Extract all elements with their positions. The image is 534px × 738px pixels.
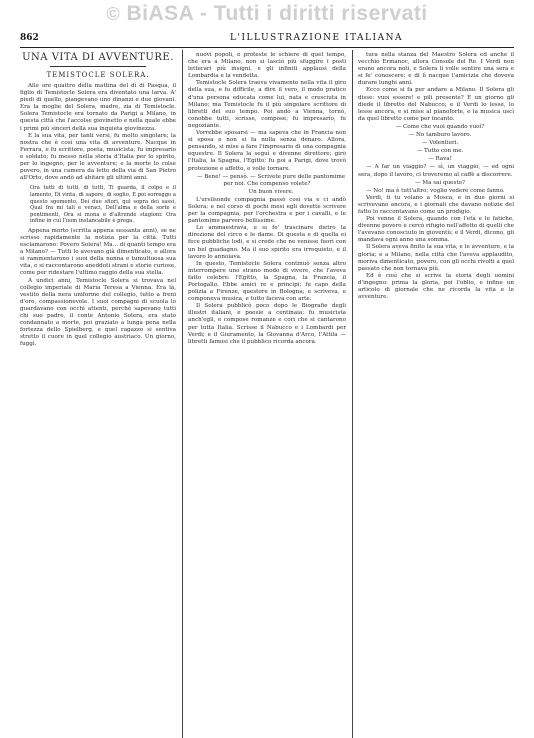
verse-block — [30, 185, 176, 225]
paragraph: A undici anni, Temistocle Solera si trovava nel collegio imperiale di Maria Teresa a Vienna. Era là, vestito della nera uniforme del collegio, tutto a freni d'oro, compassionevole. I suoi compagni di scuola lo guardavano con occhi attenti, perchè sapevano tutti chi suo padre, il conte Antonio Solera, era stato condannato a morte, poi graziato a lunga pena nella fortezza dello Spielberg, e quel ragazzo si sentiva stretto il cuore in quel collegio austriaco. Un giorno, fuggì. — [20, 277, 176, 348]
paragraph: Lo ammaestrava, e si fe' trascinare dietro la direzione del circo e le dame. Di questa e di quella ei fece pubbliche lodi, e si crede che ne venisse fuori con un bel guadagno. Ma il suo spirito era irrequieto, e il lavoro lo annoiava. — [188, 225, 346, 260]
publication-title: L'ILLUSTRAZIONE ITALIANA — [230, 33, 403, 43]
column-divider — [352, 50, 353, 738]
article-subtitle: TEMISTOCLE SOLERA. — [46, 71, 150, 79]
dialog-line: — Come che vuoi quando vuoi? — [395, 123, 485, 130]
watermark-text — [0, 2, 534, 26]
dialog-line: Un buon vivere. — [248, 188, 294, 195]
watermark-label: BiASA - Tutti i diritti riservati — [126, 2, 428, 25]
paragraph: nuovi popoli, e proteste le schiere di quel tempo, che era a Milano, non si lasciò più sfuggire i posti letterari più insigni, e gli infiniti applausi della Lombardia e la vendetta. — [188, 52, 346, 80]
paragraph: tura nella stanza del Maestro Solera ed anche il vecchio Ermanoc, allora Console del Re. I Verdi non erano ancora noti, e Solera li volle sentire una sera e si fe' conoscere; e di lì nacque l'amicizia che doveva durare lunghi anni. — [358, 52, 514, 87]
running-head — [20, 33, 514, 48]
title-rule — [50, 66, 146, 67]
paragraph: Verdi, ti tu volano a Mosca, e in due giorni si scrivevano ancora, e i giornali che davano notizie del fatto lo raccontavano come un prodigio. — [358, 194, 514, 215]
paragraph: Appena morto (scritta appena sessanta anni), se ne scrisse rapidamente la notizia per la città. Tutti esclamarono: Povero Solera! Ma... di quanti tempo era a Milano? — Tutti lo avevano già dimenticato, e allora si rammentarono i suoi della nonna e tumultuosa sua vita, e si raccontarono aneddoti strani e storie curiose, come per ridestare l'ultimo raggio della sua stella. — [20, 227, 176, 277]
dialog-line: — Tutto con me. — [416, 148, 464, 155]
dialog-line: — Bene! — pensò. — Scrivete pure delle pantomime per noi. Che compenso volete? — [196, 173, 346, 187]
paragraph: Il Solera aveva finito la sua vita, e le avventure, e la gloria; e a Milano, nella città che l'aveva applaudito, moriva dimenticato, povero, con gli occhi rivolti a quel passato che non tornava più. — [358, 244, 514, 272]
paragraph: In questo, Temistocle Solera continuò senza altro interrompere uno strano modo di vivere, che l'aveva fatto celebre: l'Egitto, la Spagna, la Francia, il Portogallo. Ebbe amici re e principi; fu capo della polizia a Firenze, questore in Bologna; e scriveva, e componeva musica, e tutto faceva con arte. — [188, 260, 346, 303]
paragraph: E la sua vita, per tanti versi, fu molto singolare; la nostra che è così una vita di avventure. Nacque in Ferrara, e fu scrittore, poeta, musicista; fu impresario e soldato; fu messo nella storia d'Italia per lo spirito, per lo ingegno, per le avventure; e la morte lo colse povero, in una camera da letto della via di San Pietro all'Orto, dove andò ad abitare gli ultimi anni. — [20, 132, 176, 182]
column-1 — [20, 52, 176, 738]
dialog-line: — Rava! — [428, 156, 452, 163]
copyright-icon: © — [106, 4, 121, 24]
paragraph: Temistocle Solera traeva vivamente nella vita il giro della sua, e fu difficile, a dire il vero, il modo pratico d'una persona educata come lui, nata e cresciuta in Milano; ma Temistocle fu il più singolare scrittore di libretti del suo tempo. Poi andò a Vienna, tornò, conobbe tutti, scrisse, compose; fu impresario, fu negoziante. — [188, 80, 346, 129]
column-3 — [358, 52, 514, 738]
dialog-line: — Volentieri. — [421, 140, 459, 147]
paragraph: Ecco come si fa per andare a Milano. Il Solera gli disse: vuoi essere! e pili presente? E un giorno gli diede il libretto del Nabucco; e il Verdi lo lesse, lo lesse ancora, e si mise al pianoforte, e la musica uscì da quel libretto come per incanto. — [358, 87, 514, 122]
paragraph: Vorrebbe sposarsi — ma sapeva che in Francia non si sposa e non si fa nulla senza denaro. Allora, pensando, si mise a fare l'impresario di una compagnia equestre. Il Solera la seguì e divenne direttore; girò l'Italia, la Spagna, l'Egitto; fu poi a Parigi, dove trovò protezione e affetto, e volle tornare. — [188, 130, 346, 172]
paragraph: Poi venne il Solera, quando con l'età e le fatiche, divenne povero e cercò rifugio nell'affetto di quelli che l'avevano conosciuto in gioventù; e il Verdi, dicono, gli mandava ogni anno una somma. — [358, 216, 514, 244]
paragraph: Il Solera pubblicò poco dopo le Biografie degli illustri italiani, e poesie a centinaia: fu musicista anch'egli, e compose romanze e cori che si cantarono per tutta Italia. Scrisse il Nabucco e i Lombardi per Verdi; e il Giuramento, la Giovanna d'Arco, l'Attila — libretti famosi che il pubblico ricorda ancora. — [188, 303, 346, 345]
dialog-line: — Ma sai questo? — [415, 179, 465, 186]
paragraph: Ed è così che si scrive la storia degli uomini d'ingegno: prima la gloria, poi l'oblio, e infine un articolo di giornale che ne ricorda la vita e le avventure. — [358, 272, 514, 301]
dialog-line: — No tamburo lavoro. — [408, 132, 472, 139]
column-2 — [188, 52, 346, 738]
article-title: UNA VITA DI AVVENTURE. — [22, 52, 174, 63]
page-number: 862 — [20, 33, 39, 43]
verse-text: Ora tutti di tutti, di tutti, Ti guarda, il colpo e il lamento, Di vinta, di sapore, di soglio, E poi sorreggo a questo sgomento, Dei due sfiori, qui sopra dei sassi, Qual fra mi tali e veraci, Dell'alma e della sorte e pentimenti, Ora si mona e d'altrende stagioni: Ora infine in cui l'uom instancabile è prega. — [30, 185, 176, 225]
paragraph: — No! ma è tutt'altro; voglio vedere come fanno. — [366, 187, 505, 194]
paragraph: — A far un viaggio? — sì, un viaggio, — ed ogni sera, dopo il lavoro, ci troveremo al caffè a discorrere. — [358, 164, 514, 178]
paragraph: Alle ore quattro della mattina del dì di Pasqua, il figlio di Temistocle Solera era diventato una larva. A' piedi di quello, piangevano uno dinanzi e due giovani. Era la moglie del Solera, madre, zia di Temistocle. Solera Temistocle era tornato da Parigi a Milano, in questa città che l'accolse giovinetto e nella quale ebbe i primi più sinceri della sua inquieta giovinezza. — [20, 83, 176, 132]
paragraph: L'ursilsonde compagnia passò così via e ci andò Solera; e nel corso di pochi mesi egli dovette scrivere per la compagnia, per l'orchestra e per i cavalli, e le pantomime parvero bellissime. — [188, 196, 346, 225]
column-divider — [182, 50, 183, 738]
